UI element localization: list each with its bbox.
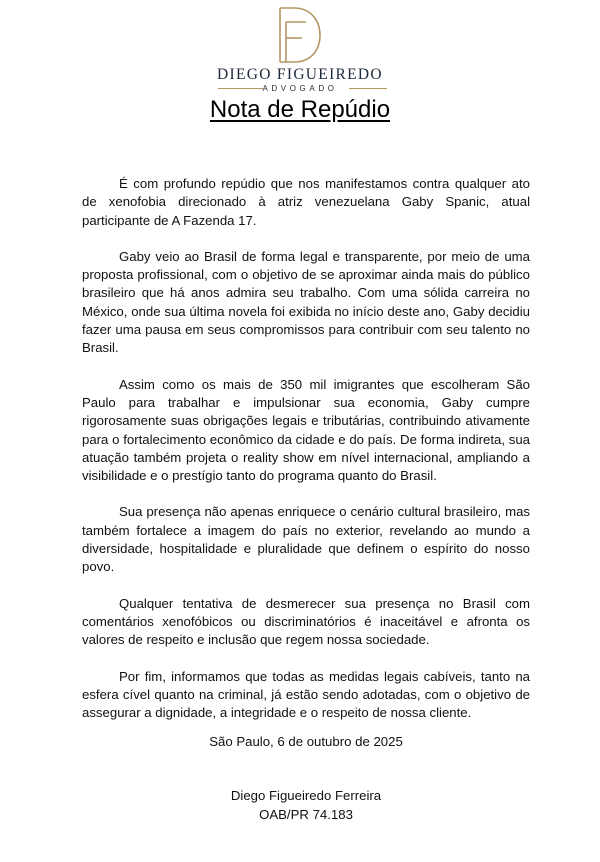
signature-block (0, 787, 600, 824)
logo-subtitle: ADVOGADO (262, 84, 338, 93)
signer-name: Diego Figueiredo Ferreira (230, 788, 382, 803)
paragraph (82, 668, 530, 723)
paragraph: Sua presença não apenas enriquece o cenário cultural brasileiro, mas também fortalece a imagem do país no exterior, revelando ao mundo a diversidade, hospitalidade e pluralidade que definem o espírito do nosso povo. (82, 504, 530, 575)
emphasis-text: assegurar a dignidade, a integridade e o respeito (82, 705, 369, 721)
emphasis-text: todas as medidas legais cabíveis, tanto na esfera cível quanto na criminal (82, 668, 531, 702)
paragraph: Gaby veio ao Brasil de forma legal e transparente, por meio de uma proposta profissional, com o objetivo de se aproximar ainda mais do público brasileiro que há anos admira seu trabalho. Com uma sólida carreira no México, onde sua última novela foi exibida no início deste ano, Gaby decidiu fazer uma pausa em seus compromissos para contribuir com seu talento no Brasil. (82, 248, 530, 356)
paragraph-text: de nossa cliente. (368, 705, 472, 721)
page-title: Nota de Repúdio (209, 96, 391, 123)
place-date: São Paulo, 6 de outubro de 2025 (209, 734, 403, 749)
logo-rule-right (349, 88, 387, 89)
paragraph-text: , já estão sendo adotadas, com o objetivo de (263, 686, 530, 702)
paragraph-text: Por fim, informamos que (119, 668, 273, 684)
letterhead-logo (0, 0, 600, 96)
logo-name: DIEGO FIGUEIREDO (217, 66, 383, 83)
paragraph: Assim como os mais de 350 mil imigrantes que escolheram São Paulo para trabalhar e impulsionar sua economia, Gaby cumpre rigorosamente suas obrigações legais e tributárias, contribuindo ativamente para o fortalecimento econômico da cidade e do país. De forma indireta, sua atuação também projeta o reality show em nível internacional, ampliando a visibilidade e o prestígio tanto do programa quanto do Brasil. (82, 376, 530, 484)
document-body (82, 175, 530, 740)
signer-oab: OAB/PR 74.183 (259, 806, 353, 822)
paragraph: É com profundo repúdio que nos manifestamos contra qualquer ato de xenofobia direcionado à atriz venezuelana Gaby Spanic, atual participante de A Fazenda 17. (82, 176, 530, 228)
df-monogram-icon (272, 2, 328, 66)
paragraph: Qualquer tentativa de desmerecer sua presença no Brasil com comentários xenofóbicos ou discriminatórios é inaceitável e afronta os valores de respeito e inclusão que regem nossa sociedade. (82, 595, 530, 648)
